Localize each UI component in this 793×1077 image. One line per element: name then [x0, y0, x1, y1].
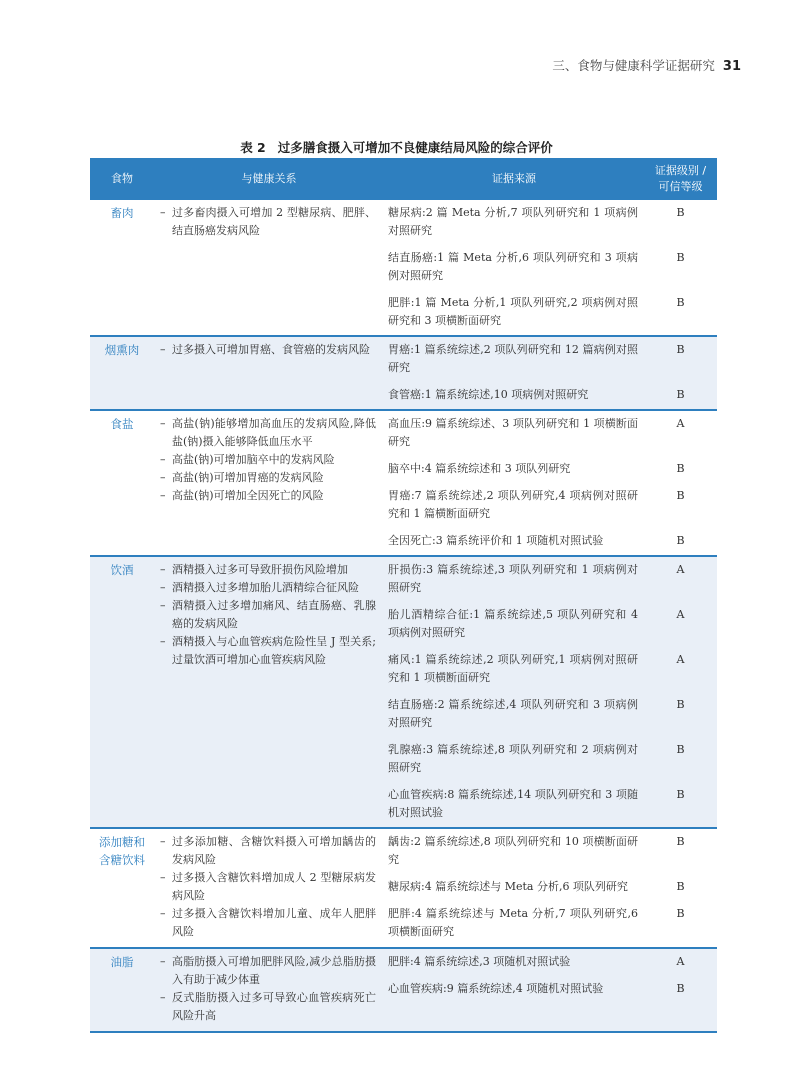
evidence-source: 肝损伤:3 篇系统综述,3 项队列研究和 1 项病例对照研究 — [388, 563, 638, 594]
table-title: 过多膳食摄入可增加不良健康结局风险的综合评价 — [277, 140, 553, 155]
relation-list — [160, 953, 376, 1025]
evidence-grade: B — [676, 907, 685, 920]
evidence-source: 胃癌:7 篇系统综述,2 项队列研究,4 项病例对照研究和 1 篇横断面研究 — [388, 489, 638, 520]
source-cell — [384, 336, 644, 410]
relation-item: – 过多畜肉摄入可增加 2 型糖尿病、肥胖、结直肠癌发病风险 — [160, 204, 376, 240]
table-row — [90, 200, 717, 336]
grade-cell — [644, 410, 717, 556]
table-row — [90, 828, 717, 948]
evidence-source: 龋齿:2 篇系统综述,8 项队列研究和 10 项横断面研究 — [388, 835, 638, 866]
relation-item: – 高盐(钠)可增加脑卒中的发病风险 — [160, 451, 376, 469]
relation-cell — [154, 410, 384, 556]
evidence-source: 脑卒中:4 篇系统综述和 3 项队列研究 — [388, 462, 571, 475]
relation-cell — [154, 828, 384, 948]
relation-item: – 高盐(钠)能够增加高血压的发病风险,降低盐(钠)摄入能够降低血压水平 — [160, 415, 376, 451]
relation-cell — [154, 556, 384, 828]
evidence-source: 糖尿病:4 篇系统综述与 Meta 分析,6 项队列研究 — [388, 880, 628, 893]
relation-item: – 反式脂肪摄入过多可导致心血管疾病死亡风险升高 — [160, 989, 376, 1025]
grade-cell — [644, 948, 717, 1032]
food-cell: 食盐 — [90, 410, 154, 556]
evidence-source: 胎儿酒精综合征:1 篇系统综述,5 项队列研究和 4 项病例对照研究 — [388, 608, 638, 639]
evidence-source: 胃癌:1 篇系统综述,2 项队列研究和 12 篇病例对照研究 — [388, 343, 638, 374]
evidence-grade: B — [676, 835, 685, 848]
table-row — [90, 410, 717, 556]
evidence-source: 全因死亡:3 篇系统评价和 1 项随机对照试验 — [388, 534, 604, 547]
evidence-grade: A — [676, 563, 685, 576]
relation-list — [160, 341, 376, 359]
evidence-grade: B — [676, 880, 685, 893]
evidence-grade: A — [676, 417, 685, 430]
relation-cell — [154, 336, 384, 410]
evidence-grade: B — [676, 343, 685, 356]
relation-item: – 酒精摄入过多增加痛风、结直肠癌、乳腺癌的发病风险 — [160, 597, 376, 633]
table-body — [90, 200, 717, 1032]
column-header-relation: 与健康关系 — [154, 158, 384, 200]
grade-cell — [644, 200, 717, 336]
source-cell — [384, 556, 644, 828]
evidence-source: 高血压:9 篇系统综述、3 项队列研究和 1 项横断面研究 — [388, 417, 638, 448]
table-row — [90, 336, 717, 410]
evidence-grade: B — [676, 251, 685, 264]
grade-cell — [644, 556, 717, 828]
evidence-grade: B — [676, 698, 685, 711]
evidence-grade: B — [676, 534, 685, 547]
relation-item: – 高盐(钠)可增加全因死亡的风险 — [160, 487, 376, 505]
grade-cell — [644, 336, 717, 410]
source-cell — [384, 948, 644, 1032]
evidence-source: 心血管疾病:8 篇系统综述,14 项队列研究和 3 项随机对照试验 — [388, 788, 638, 819]
relation-item: – 过多添加糖、含糖饮料摄入可增加龋齿的发病风险 — [160, 833, 376, 869]
evidence-source: 食管癌:1 篇系统综述,10 项病例对照研究 — [388, 388, 589, 401]
evidence-source: 肥胖:1 篇 Meta 分析,1 项队列研究,2 项病例对照研究和 3 项横断面研究 — [388, 296, 638, 327]
page-number: 31 — [722, 59, 741, 74]
relation-cell — [154, 948, 384, 1032]
relation-cell — [154, 200, 384, 336]
table-row — [90, 948, 717, 1032]
food-cell: 畜肉 — [90, 200, 154, 336]
relation-item: – 过多摄入含糖饮料增加成人 2 型糖尿病发病风险 — [160, 869, 376, 905]
relation-list — [160, 561, 376, 669]
evidence-grade: B — [676, 489, 685, 502]
running-head — [552, 56, 741, 74]
evidence-grade: B — [676, 462, 685, 475]
table-caption — [0, 138, 793, 156]
evidence-source: 肥胖:4 篇系统综述,3 项随机对照试验 — [388, 955, 571, 968]
evidence-grade: A — [676, 653, 685, 666]
relation-item: – 高盐(钠)可增加胃癌的发病风险 — [160, 469, 376, 487]
relation-item: – 高脂肪摄入可增加肥胖风险,减少总脂肪摄入有助于减少体重 — [160, 953, 376, 989]
relation-item: – 过多摄入含糖饮料增加儿童、成年人肥胖风险 — [160, 905, 376, 941]
relation-list — [160, 415, 376, 505]
evidence-grade: B — [676, 206, 685, 219]
evidence-source: 乳腺癌:3 篇系统综述,8 项队列研究和 2 项病例对照研究 — [388, 743, 638, 774]
evidence-source: 糖尿病:2 篇 Meta 分析,7 项队列研究和 1 项病例对照研究 — [388, 206, 638, 237]
source-cell — [384, 200, 644, 336]
evidence-grade: A — [676, 955, 685, 968]
evidence-source: 结直肠癌:1 篇 Meta 分析,6 项队列研究和 3 项病例对照研究 — [388, 251, 638, 282]
relation-item: – 酒精摄入过多可导致肝损伤风险增加 — [160, 561, 376, 579]
source-cell — [384, 828, 644, 948]
section-title: 三、食物与健康科学证据研究 — [552, 58, 715, 73]
food-cell: 饮酒 — [90, 556, 154, 828]
evidence-table — [90, 158, 717, 1033]
evidence-grade: B — [676, 743, 685, 756]
evidence-source: 心血管疾病:9 篇系统综述,4 项随机对照试验 — [388, 982, 604, 995]
grade-cell — [644, 828, 717, 948]
evidence-grade: B — [676, 388, 685, 401]
column-header-source: 证据来源 — [384, 158, 644, 200]
table-row — [90, 556, 717, 828]
food-cell: 烟熏肉 — [90, 336, 154, 410]
table-header-row — [90, 158, 717, 200]
evidence-source: 结直肠癌:2 篇系统综述,4 项队列研究和 3 项病例对照研究 — [388, 698, 638, 729]
column-header-grade: 证据级别 / 可信等级 — [644, 158, 717, 200]
relation-item: – 过多摄入可增加胃癌、食管癌的发病风险 — [160, 341, 376, 359]
evidence-grade: B — [676, 788, 685, 801]
evidence-grade: B — [676, 296, 685, 309]
evidence-source: 肥胖:4 篇系统综述与 Meta 分析,7 项队列研究,6 项横断面研究 — [388, 907, 638, 938]
evidence-source: 痛风:1 篇系统综述,2 项队列研究,1 项病例对照研究和 1 项横断面研究 — [388, 653, 638, 684]
relation-item: – 酒精摄入过多增加胎儿酒精综合征风险 — [160, 579, 376, 597]
source-cell — [384, 410, 644, 556]
relation-list — [160, 833, 376, 941]
evidence-grade: B — [676, 982, 685, 995]
food-cell: 添加糖和含糖饮料 — [90, 828, 154, 948]
relation-list — [160, 204, 376, 240]
evidence-grade: A — [676, 608, 685, 621]
table-label: 表 2 — [240, 140, 266, 155]
food-cell: 油脂 — [90, 948, 154, 1032]
column-header-food: 食物 — [90, 158, 154, 200]
relation-item: – 酒精摄入与心血管疾病危险性呈 J 型关系;过量饮酒可增加心血管疾病风险 — [160, 633, 376, 669]
